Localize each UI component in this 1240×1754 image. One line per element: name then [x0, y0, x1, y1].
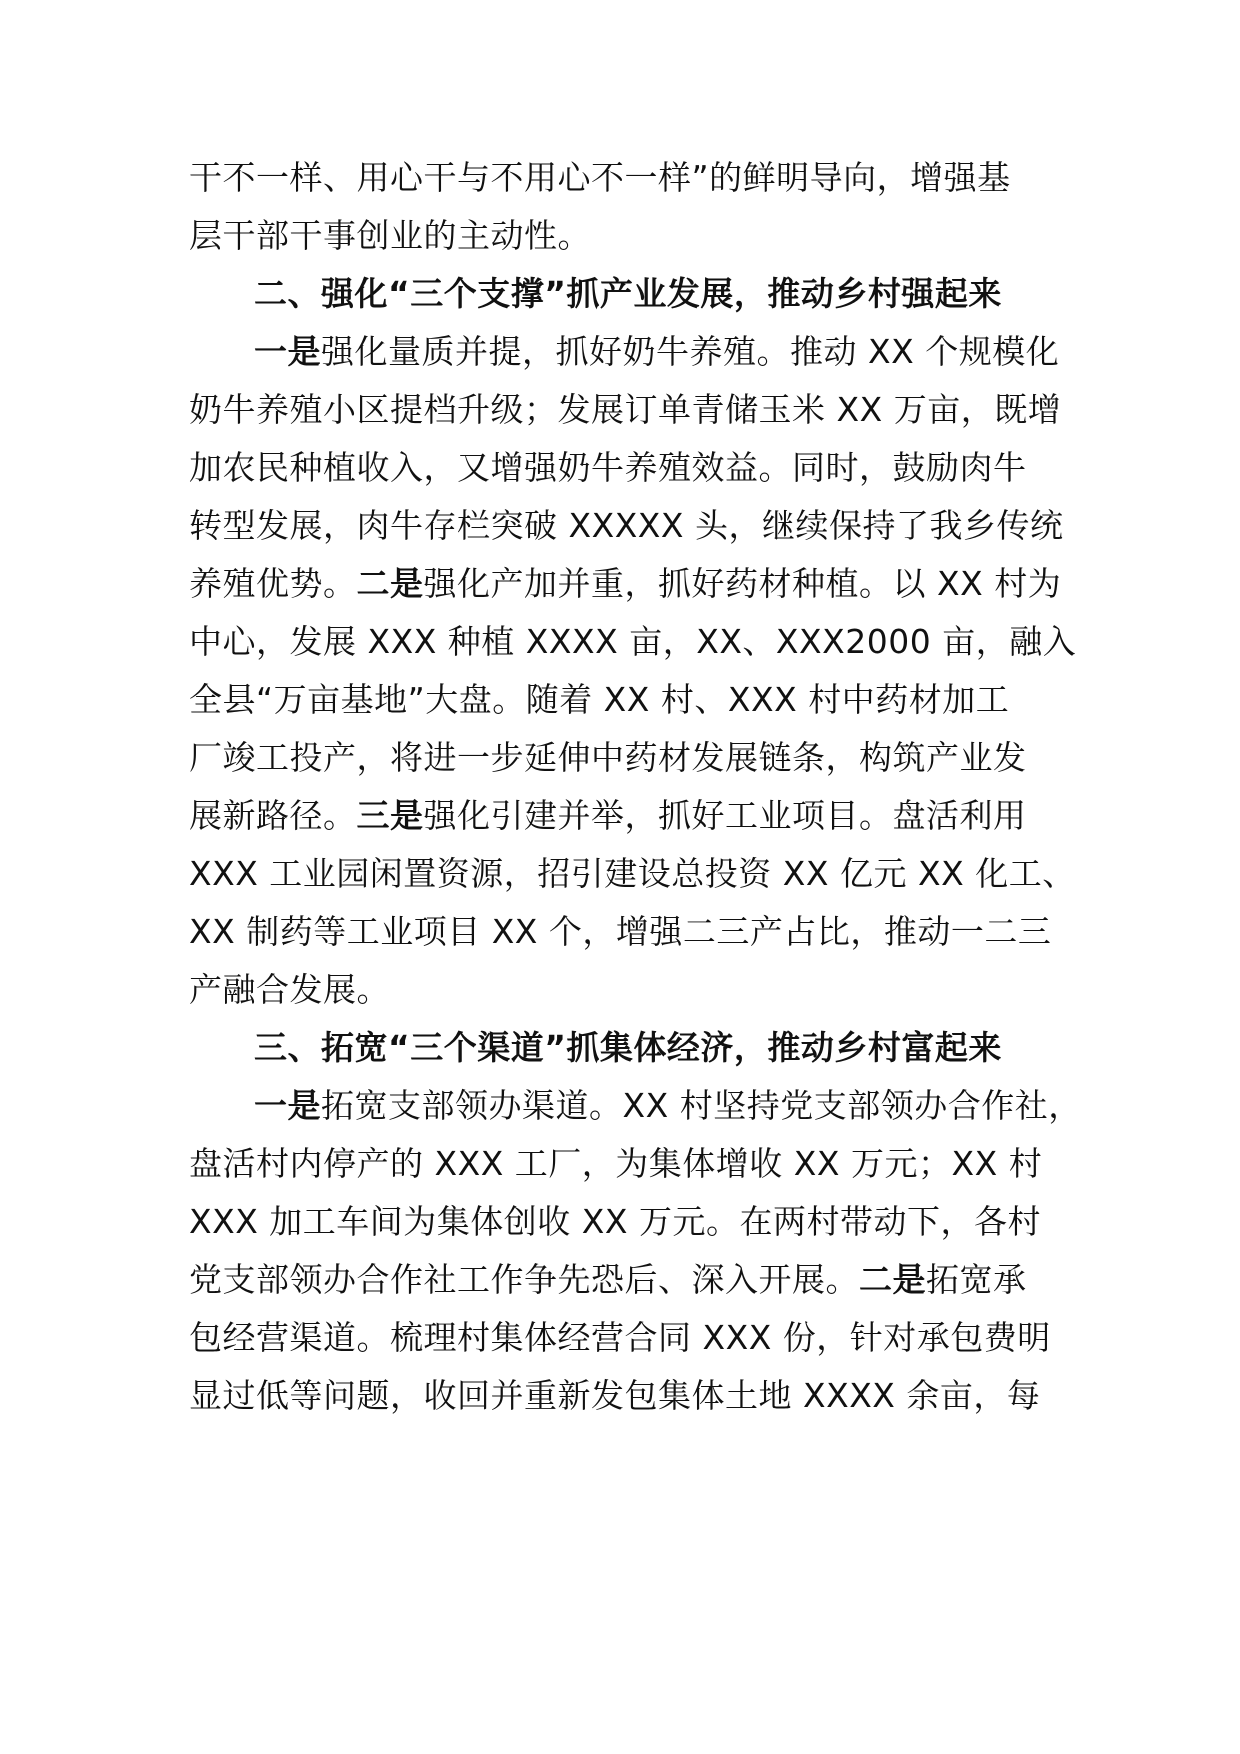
line-text: XX 制药等工业项目 XX 个，增强二三产占比，推动一二三	[189, 912, 1052, 951]
body-line	[189, 448, 1027, 488]
body-line	[189, 506, 1064, 546]
line-text-pre: 展新路径。	[189, 796, 357, 835]
line-text: 盘活村内停产的 XXX 工厂，为集体增收 XX 万元；XX 村	[189, 1144, 1043, 1183]
bold-lead: 二是	[859, 1260, 926, 1299]
bold-lead: 二是	[356, 564, 424, 603]
body-line	[189, 796, 1027, 836]
heading-text: 三、拓宽“三个渠道”抓集体经济，推动乡村富起来	[254, 1028, 1002, 1067]
body-line	[189, 680, 1009, 720]
line-text: 加农民种植收入，又增强奶牛养殖效益。同时，鼓励肉牛	[189, 448, 1027, 487]
line-text: 包经营渠道。梳理村集体经营合同 XXX 份，针对承包费明	[189, 1318, 1051, 1357]
section-heading	[254, 274, 1002, 314]
line-text-pre: 养殖优势。	[189, 564, 357, 603]
line-text: 拓宽支部领办渠道。XX 村坚持党支部领办合作社，	[321, 1086, 1082, 1125]
body-line	[189, 564, 1061, 604]
body-line	[189, 854, 1076, 894]
line-text: 干不一样、用心干与不用心不一样”的鲜明导向，增强基	[189, 158, 1011, 197]
body-line	[189, 970, 390, 1010]
bold-lead: 三是	[356, 796, 424, 835]
heading-text: 二、强化“三个支撑”抓产业发展，推动乡村强起来	[254, 274, 1002, 313]
body-line	[189, 622, 1076, 662]
line-text: 全县“万亩基地”大盘。随着 XX 村、XXX 村中药材加工	[189, 680, 1010, 719]
body-line	[189, 216, 591, 256]
section-heading	[254, 1028, 1002, 1068]
bold-lead: 一是	[254, 332, 321, 371]
body-line	[189, 158, 1011, 198]
line-text: XXX 加工车间为集体创收 XX 万元。在两村带动下，各村	[189, 1202, 1042, 1241]
line-text: XXX 工业园闲置资源，招引建设总投资 XX 亿元 XX 化工、	[189, 854, 1076, 893]
line-text: 强化引建并举，抓好工业项目。盘活利用	[423, 796, 1027, 835]
bold-lead: 一是	[254, 1086, 321, 1125]
line-text: 转型发展，肉牛存栏突破 XXXXX 头，继续保持了我乡传统	[189, 506, 1064, 545]
line-text: 中心，发展 XXX 种植 XXXX 亩，XX、XXX2000 亩，融入	[189, 622, 1077, 661]
line-text-pre: 党支部领办合作社工作争先恐后、深入开展。	[189, 1260, 859, 1299]
body-line	[189, 1260, 1027, 1300]
line-text: 显过低等问题，收回并重新发包集体土地 XXXX 余亩，每	[189, 1376, 1041, 1415]
body-line	[189, 738, 1027, 778]
body-line	[254, 1086, 1082, 1126]
line-text: 强化产加并重，抓好药材种植。以 XX 村为	[423, 564, 1062, 603]
line-text: 层干部干事创业的主动性。	[189, 216, 591, 255]
line-text: 厂竣工投产，将进一步延伸中药材发展链条，构筑产业发	[189, 738, 1027, 777]
body-line	[189, 1376, 1040, 1416]
body-line	[189, 1144, 1042, 1184]
body-line	[254, 332, 1059, 372]
line-text: 拓宽承	[926, 1260, 1027, 1299]
body-line	[189, 912, 1051, 952]
line-text: 产融合发展。	[189, 970, 390, 1009]
body-line	[189, 1318, 1051, 1358]
line-text: 强化量质并提，抓好奶牛养殖。推动 XX 个规模化	[321, 332, 1060, 371]
body-line	[189, 390, 1061, 430]
body-line	[189, 1202, 1041, 1242]
line-text: 奶牛养殖小区提档升级；发展订单青储玉米 XX 万亩，既增	[189, 390, 1062, 429]
